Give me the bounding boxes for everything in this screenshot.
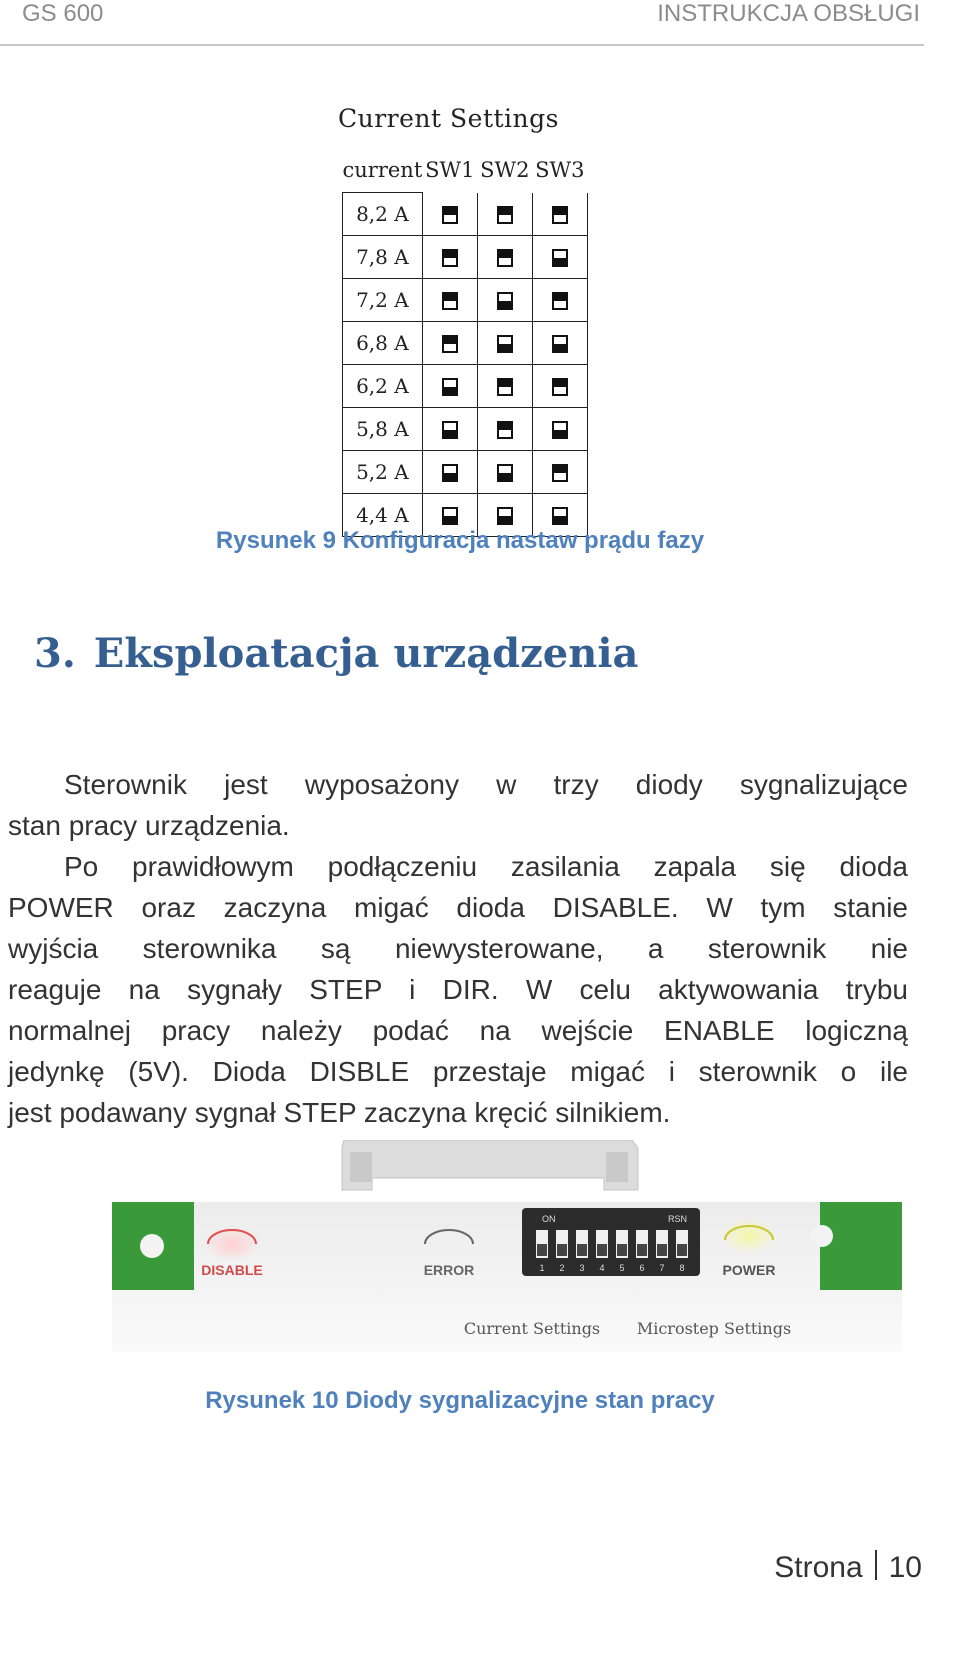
switch-cell-sw2 (477, 451, 532, 494)
current-value-cell: 6,2 A (343, 365, 423, 408)
dip-lever-knob (617, 1244, 627, 1256)
section-title: Eksploatacja urządzenia (93, 630, 639, 677)
section-number: 3. (34, 630, 76, 677)
dip-switch-down-icon (442, 507, 458, 525)
dip-lever-knob (557, 1244, 567, 1256)
paragraph-line: jest podawany sygnał STEP zaczyna kręcić silnikiem. (8, 1097, 671, 1128)
dip-lever-knob (537, 1244, 547, 1256)
page-header (0, 0, 960, 48)
dip-switch-up-icon (552, 206, 568, 224)
current-value-cell: 7,8 A (343, 236, 423, 279)
paragraph-line: stan pracy urządzenia. (8, 810, 290, 841)
switch-cell-sw1 (422, 279, 477, 322)
error-label: ERROR (423, 1262, 475, 1278)
column-header-sw3: SW3 (535, 158, 585, 183)
switch-cell-sw2 (477, 279, 532, 322)
dip-lever-knob (577, 1244, 587, 1256)
switch-cell-sw3 (532, 322, 587, 365)
dip-switch-up-icon (497, 378, 513, 396)
dip-switch-down-icon (552, 421, 568, 439)
header-divider (0, 44, 924, 46)
switch-cell-sw1 (422, 322, 477, 365)
microstep-settings-label: Microstep Settings (636, 1319, 792, 1338)
dip-switch-up-icon (552, 378, 568, 396)
dip-lever-knob (677, 1244, 687, 1256)
section-heading (34, 630, 638, 677)
dip-switch-up-icon (497, 249, 513, 267)
footer-divider (875, 1550, 877, 1580)
paragraph-line: wyjścia sterownika są niewysterowane, a sterownik nie (8, 933, 908, 964)
column-header-sw1: SW1 (425, 158, 475, 183)
table-row (343, 279, 588, 322)
switch-cell-sw1 (422, 193, 477, 236)
dip-switch-up-icon (442, 335, 458, 353)
switch-cell-sw3 (532, 408, 587, 451)
dip-number: 4 (599, 1263, 605, 1273)
current-value-cell: 8,2 A (343, 193, 423, 236)
figure9-title: Current Settings (338, 104, 559, 133)
current-value-cell: 7,2 A (343, 279, 423, 322)
current-value-cell: 5,8 A (343, 408, 423, 451)
paragraph-1 (8, 764, 908, 846)
controller-board-photo (112, 1140, 902, 1352)
switch-cell-sw3 (532, 193, 587, 236)
disable-led-glow (204, 1226, 260, 1262)
paragraph-2 (8, 846, 908, 1133)
table-row (343, 408, 588, 451)
dip-on-label: ON (542, 1214, 556, 1224)
dip-lever-knob (637, 1244, 647, 1256)
dip-switch-down-icon (497, 464, 513, 482)
dip-switch-up-icon (497, 206, 513, 224)
paragraph-line: Po prawidłowym podłączeniu zasilania zapala się dioda (64, 851, 908, 882)
table-header-row (343, 148, 588, 193)
paragraph-line: jedynkę (5V). Dioda DISBLE przestaje migać i sterownik o ile (8, 1056, 908, 1087)
dip-switch-up-icon (552, 292, 568, 310)
switch-cell-sw3 (532, 365, 587, 408)
switch-cell-sw1 (422, 236, 477, 279)
switch-cell-sw2 (477, 408, 532, 451)
switch-cell-sw3 (532, 236, 587, 279)
current-value-cell: 5,2 A (343, 451, 423, 494)
dip-switch-up-icon (442, 249, 458, 267)
figure10-caption: Rysunek 10 Diody sygnalizacyjne stan pracy (205, 1387, 715, 1414)
header-document-type: INSTRUKCJA OBSŁUGI (657, 0, 920, 27)
dip-switch-down-icon (442, 378, 458, 396)
dip-switch-down-icon (552, 249, 568, 267)
dip-lever-knob (657, 1244, 667, 1256)
dip-number: 2 (559, 1263, 565, 1273)
switch-cell-sw1 (422, 365, 477, 408)
dip-switch-up-icon (442, 206, 458, 224)
table-row (343, 193, 588, 236)
dip-switch-down-icon (497, 507, 513, 525)
mount-hole-left (140, 1234, 164, 1258)
table-row (343, 451, 588, 494)
dip-number: 1 (539, 1263, 545, 1273)
dip-switch-down-icon (552, 335, 568, 353)
table-row (343, 236, 588, 279)
switch-cell-sw2 (477, 193, 532, 236)
dip-number: 8 (679, 1263, 685, 1273)
dip-lever-knob (597, 1244, 607, 1256)
dip-rsn-label: RSN (668, 1214, 688, 1224)
column-header-sw2: SW2 (480, 158, 530, 183)
power-led-glow (721, 1218, 777, 1254)
dip-switch-up-icon (552, 464, 568, 482)
dip-switch-down-icon (552, 507, 568, 525)
current-settings-table (342, 148, 588, 537)
figure9-caption: Rysunek 9 Konfiguracja nastaw prądu fazy (215, 527, 705, 554)
dip-switch-up-icon (497, 421, 513, 439)
mount-hole-right (811, 1225, 833, 1247)
paragraph-line: Sterownik jest wyposażony w trzy diody sygnalizujące (64, 769, 908, 800)
dip-switch-down-icon (442, 421, 458, 439)
current-settings-label: Current Settings (463, 1319, 601, 1338)
table-row (343, 322, 588, 365)
dip-switch-down-icon (497, 335, 513, 353)
dip-number: 7 (659, 1263, 665, 1273)
switch-cell-sw1 (422, 408, 477, 451)
switch-cell-sw3 (532, 279, 587, 322)
dip-switch-down-icon (497, 292, 513, 310)
page-footer (774, 1550, 922, 1585)
disable-label: DISABLE (201, 1262, 263, 1278)
column-header-current: current (342, 158, 423, 182)
connector-latch (342, 1140, 638, 1190)
paragraph-line: reaguje na sygnały STEP i DIR. W celu aktywowania trybu (8, 974, 908, 1005)
table-row (343, 365, 588, 408)
footer-label: Strona (774, 1551, 863, 1584)
paragraph-line: POWER oraz zaczyna migać dioda DISABLE. W tym stanie (8, 892, 908, 923)
dip-switch-up-icon (442, 292, 458, 310)
switch-cell-sw3 (532, 451, 587, 494)
dip-switch-block (522, 1208, 700, 1276)
dip-number: 5 (619, 1263, 625, 1273)
switch-cell-sw1 (422, 451, 477, 494)
switch-cell-sw2 (477, 236, 532, 279)
switch-cell-sw2 (477, 365, 532, 408)
current-value-cell: 6,8 A (343, 322, 423, 365)
switch-cell-sw2 (477, 322, 532, 365)
header-product: GS 600 (22, 0, 104, 27)
dip-number: 3 (579, 1263, 585, 1273)
green-corner-right (820, 1202, 902, 1290)
dip-number: 6 (639, 1263, 645, 1273)
page-number: 10 (888, 1551, 922, 1584)
current-value-cell: 4,4 A (343, 494, 423, 537)
paragraph-line: normalnej pracy należy podać na wejście ENABLE logiczną (8, 1015, 908, 1046)
dip-switch-down-icon (442, 464, 458, 482)
power-label: POWER (722, 1262, 776, 1278)
